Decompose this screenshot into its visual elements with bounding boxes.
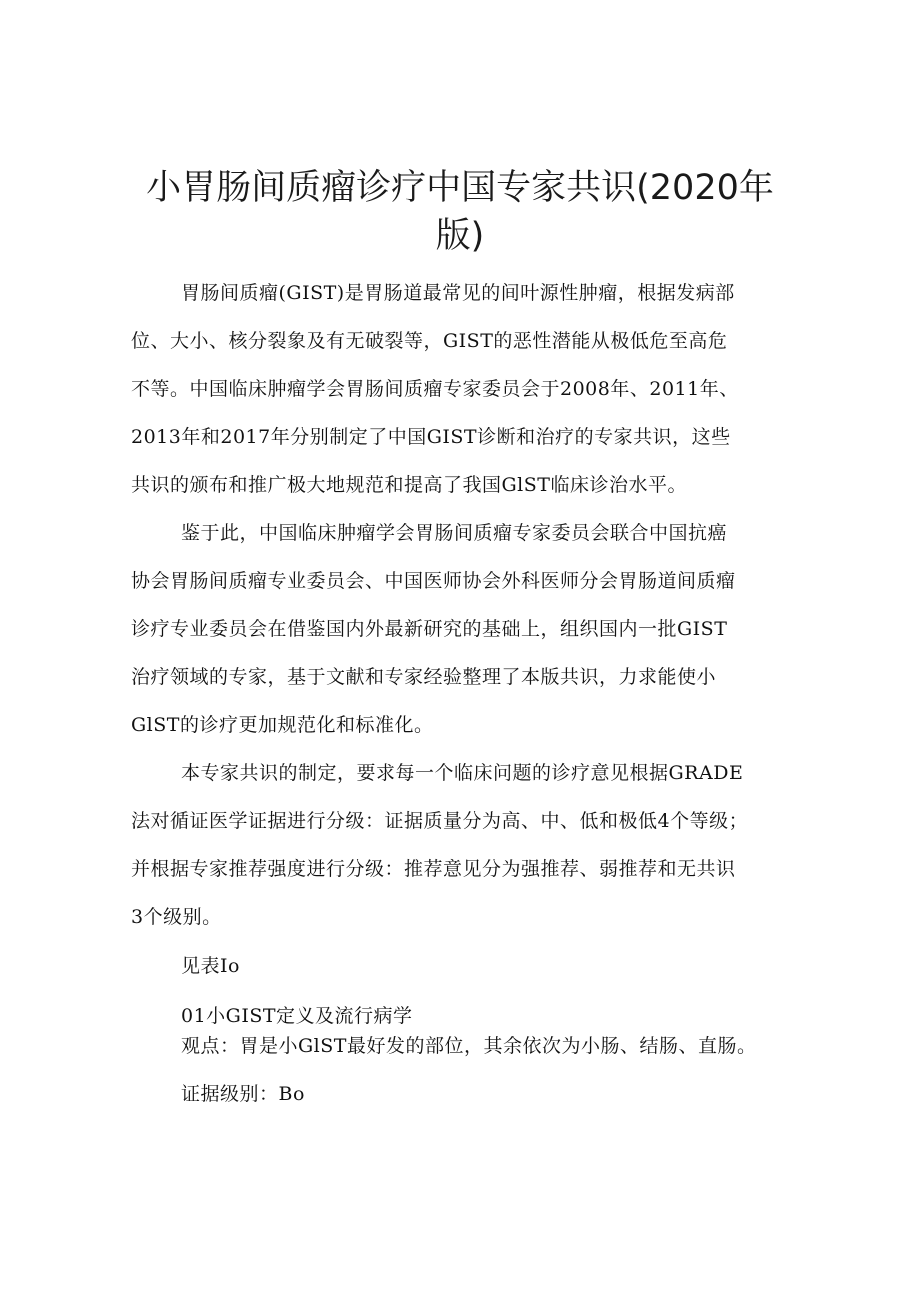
paragraph-1-line-5: 共识的颁布和推广极大地规范和提高了我国GlST临床诊治水平。 bbox=[131, 474, 687, 496]
paragraph-3-line-3: 并根据专家推荐强度进行分级：推荐意见分为强推荐、弱推荐和无共识 bbox=[131, 858, 736, 880]
see-table-note: 见表Io bbox=[181, 955, 240, 977]
paragraph-1-line-3: 不等。中国临床肿瘤学会胃肠间质瘤专家委员会于2008年、2011年、 bbox=[131, 378, 739, 400]
paragraph-1-line-2: 位、大小、核分裂象及有无破裂等，GIST的恶性潜能从极低危至高危 bbox=[131, 330, 728, 352]
paragraph-2-line-3: 诊疗专业委员会在借鉴国内外最新研究的基础上，组织国内一批GIST bbox=[131, 618, 728, 640]
title-line-1: 小胃肠间质瘤诊疗中国专家共识(2020年 bbox=[146, 168, 774, 208]
paragraph-2-line-1: 鉴于此，中国临床肿瘤学会胃肠间质瘤专家委员会联合中国抗癌 bbox=[181, 522, 728, 544]
paragraph-3-line-2: 法对循证医学证据进行分级：证据质量分为高、中、低和极低4个等级； bbox=[131, 810, 749, 832]
paragraph-3-line-1: 本专家共识的制定，要求每一个临床问题的诊疗意见根据GRADE bbox=[181, 762, 744, 784]
section-heading: 01小GIST定义及流行病学 bbox=[181, 1005, 413, 1027]
paragraph-2-line-4: 治疗领域的专家，基于文献和专家经验整理了本版共识，力求能使小 bbox=[131, 666, 717, 688]
title-line-2: 版) bbox=[435, 216, 485, 256]
viewpoint-text: 观点：胃是小GlST最好发的部位，其余依次为小肠、结肠、直肠。 bbox=[181, 1035, 757, 1057]
paragraph-2-line-5: GlST的诊疗更加规范化和标准化。 bbox=[131, 714, 434, 736]
paragraph-1-line-4: 2013年和2017年分别制定了中国GIST诊断和治疗的专家共识，这些 bbox=[131, 426, 731, 448]
paragraph-1-line-1: 胃肠间质瘤(GIST)是胃肠道最常见的间叶源性肿瘤，根据发病部 bbox=[181, 282, 735, 304]
evidence-level-text: 证据级别：Bo bbox=[181, 1083, 305, 1105]
paragraph-3-line-4: 3个级别。 bbox=[131, 906, 222, 928]
paragraph-2-line-2: 协会胃肠间质瘤专业委员会、中国医师协会外科医师分会胃肠道间质瘤 bbox=[131, 570, 736, 592]
